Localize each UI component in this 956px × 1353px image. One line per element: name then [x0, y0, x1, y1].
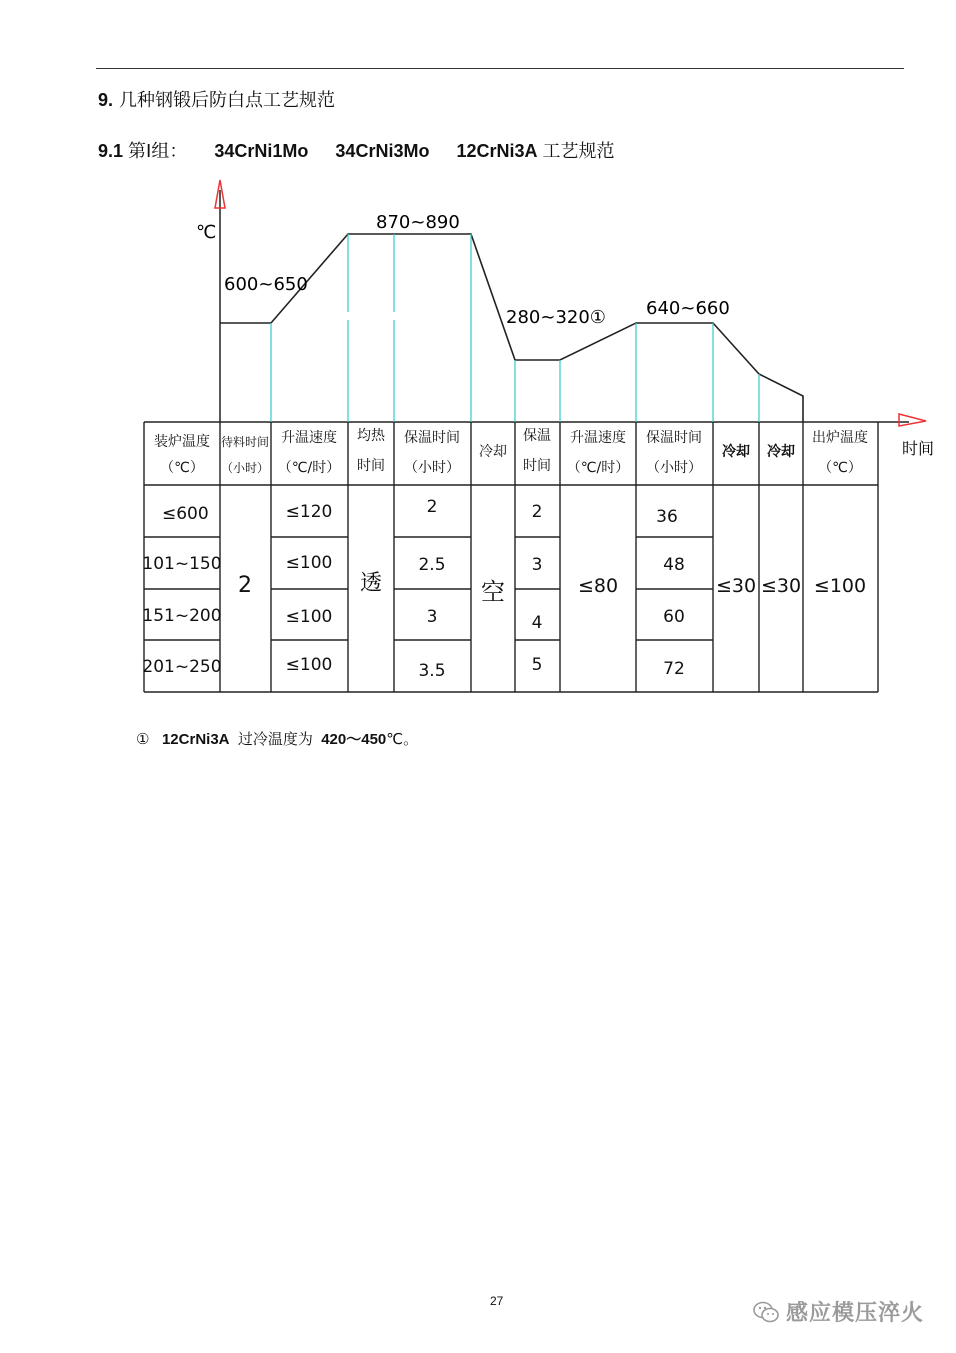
- row1-heat-rate: ≤120: [285, 502, 333, 522]
- temp-label-subcool: 280~320①: [506, 307, 606, 328]
- steel-grade-3: 12CrNi3A: [456, 141, 538, 161]
- row1-hold-time-2: 2: [531, 502, 543, 522]
- header-wait-time: 待料时间: [220, 435, 270, 449]
- row4-hold-time-1: 3.5: [418, 661, 446, 681]
- subsection-number: 9.1: [98, 141, 124, 161]
- header-hold-time-1-unit: （小时）: [404, 460, 460, 476]
- row4-hold-time-3: 72: [663, 659, 685, 679]
- header-discharge-temp: 出炉温度: [812, 430, 868, 446]
- row2-hold-time-3: 48: [663, 555, 685, 575]
- header-heat-rate-2-unit: （℃/时）: [566, 460, 630, 476]
- x-axis-arrow-icon: [899, 414, 926, 426]
- header-wait-time-unit: （小时）: [220, 461, 270, 475]
- subsection-heading: [98, 137, 615, 163]
- merged-cooling-rate-2: ≤30: [760, 575, 802, 597]
- header-heat-rate-2: 升温速度: [570, 430, 626, 446]
- footnote-text-2: ℃。: [386, 731, 419, 748]
- row3-hold-time-3: 60: [663, 607, 685, 627]
- page-number: 27: [490, 1294, 504, 1308]
- section-heading: [98, 86, 335, 112]
- row2-hold-time-2: 3: [531, 555, 543, 575]
- row1-hold-time-3: 36: [656, 507, 678, 527]
- footnote-text-1: 过冷温度为: [237, 731, 313, 748]
- section-title: 几种钢锻后防白点工艺规范: [119, 90, 336, 110]
- steel-grade-1: 34CrNi1Mo: [214, 141, 309, 161]
- header-hold-time-3: 保温时间: [646, 430, 702, 446]
- section-number: 9.: [98, 90, 114, 110]
- heat-treatment-diagram: [134, 176, 935, 694]
- watermark: [752, 1296, 924, 1327]
- temp-label-preheat: 600~650: [224, 274, 308, 295]
- header-hold-time-3-unit: （小时）: [646, 460, 702, 476]
- row2-hold-time-1: 2.5: [418, 555, 446, 575]
- subsection-suffix: 工艺规范: [542, 141, 615, 161]
- row4-hold-time-2: 5: [531, 655, 543, 675]
- header-soak-time: 时间: [357, 458, 385, 474]
- subsection-group: 第Ⅰ组：: [128, 141, 188, 161]
- footnote: [136, 728, 418, 749]
- row2-load-temp: 101~150: [142, 554, 222, 574]
- header-heat-rate: 升温速度: [281, 430, 337, 446]
- header-load-temp-unit: （℃）: [160, 460, 204, 476]
- watermark-text: 感应模压淬火: [786, 1300, 925, 1325]
- merged-cooling-air: 空: [481, 578, 505, 606]
- footnote-steel: 12CrNi3A: [161, 731, 230, 748]
- temp-label-temper: 640~660: [646, 298, 730, 319]
- row3-hold-time-1: 3: [426, 607, 438, 627]
- merged-heat-rate-2: ≤80: [577, 575, 619, 597]
- row4-heat-rate: ≤100: [285, 655, 333, 675]
- header-hold-2: 保温: [523, 428, 551, 444]
- row1-load-temp: ≤600: [162, 504, 209, 524]
- header-cooling-1: 冷却: [479, 444, 507, 460]
- header-discharge-temp-unit: （℃）: [818, 460, 862, 476]
- header-hold-time-1: 保温时间: [404, 430, 460, 446]
- x-axis-label: 时间: [902, 439, 935, 458]
- header-soak: 均热: [357, 428, 385, 444]
- row3-hold-time-2: 4: [531, 613, 543, 633]
- wechat-logo-icon: [752, 1300, 780, 1324]
- merged-wait-time: 2: [238, 573, 252, 598]
- row4-load-temp: 201~250: [142, 657, 222, 677]
- footnote-value: 420～450: [321, 731, 387, 748]
- step-reference-lines: [271, 234, 759, 422]
- row3-load-temp: 151~200: [142, 606, 222, 626]
- temperature-curve: [220, 234, 803, 422]
- header-hold-2-time: 时间: [523, 458, 551, 474]
- header-cooling-3: 冷却: [767, 444, 795, 460]
- footnote-marker: ①: [136, 731, 150, 748]
- header-rule: [96, 68, 904, 69]
- header-heat-rate-unit: （℃/时）: [277, 460, 341, 476]
- row3-heat-rate: ≤100: [285, 607, 333, 627]
- merged-cooling-rate-1: ≤30: [715, 575, 757, 597]
- y-axis-label: ℃: [196, 222, 217, 243]
- row2-heat-rate: ≤100: [285, 553, 333, 573]
- header-cooling-2: 冷却: [722, 444, 750, 460]
- header-load-temp: 装炉温度: [154, 434, 210, 450]
- temp-label-austenitize: 870~890: [376, 212, 460, 233]
- row1-hold-time-1: 2: [426, 497, 438, 517]
- merged-soak: 透: [359, 571, 383, 596]
- steel-grade-2: 34CrNi3Mo: [335, 141, 430, 161]
- merged-discharge-temp: ≤100: [813, 575, 867, 597]
